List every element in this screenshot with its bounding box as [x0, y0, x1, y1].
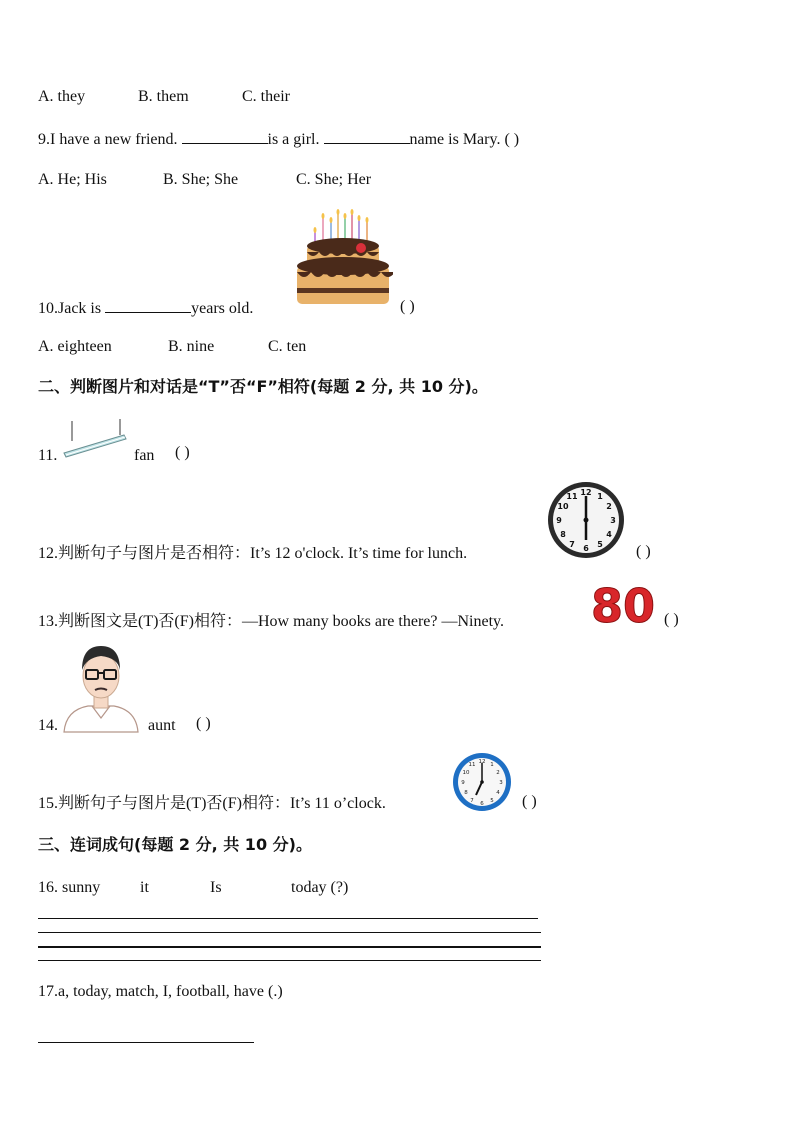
svg-text:6: 6 — [583, 544, 589, 553]
q16-answer-line-2[interactable] — [38, 932, 541, 933]
svg-text:8: 8 — [560, 530, 566, 539]
q11-answer-paren[interactable]: ( ) — [175, 444, 190, 461]
fluorescent-lamp-icon — [62, 417, 128, 459]
birthday-cake-icon — [293, 208, 393, 308]
q16-answer-line-3[interactable] — [38, 946, 541, 948]
svg-text:9: 9 — [461, 780, 465, 786]
q10-blank[interactable] — [105, 298, 191, 313]
svg-text:7: 7 — [569, 540, 575, 549]
wall-clock-blue-icon — [452, 752, 512, 812]
svg-text:2: 2 — [496, 770, 500, 776]
svg-text:3: 3 — [499, 780, 503, 786]
wall-clock-12-icon — [546, 480, 626, 560]
q13-question: 13.判断图文是(T)否(F)相符：—How many books are there? —Ninety. — [38, 613, 504, 630]
q10-suffix: years old. — [191, 300, 254, 317]
svg-text:11: 11 — [468, 762, 476, 768]
q10-prefix: 10.Jack is — [38, 300, 102, 317]
q11-word: fan — [134, 447, 155, 464]
q15-answer-paren[interactable]: ( ) — [522, 793, 537, 810]
q17-answer-line[interactable] — [38, 1042, 254, 1043]
section-2-heading: 二、判断图片和对话是“T”否“F”相符(每题 2 分, 共 10 分)。 — [38, 377, 488, 396]
man-with-glasses-icon — [60, 640, 142, 735]
svg-text:4: 4 — [496, 790, 500, 796]
q8-option-a: A. they — [38, 88, 86, 105]
svg-text:1: 1 — [490, 762, 494, 768]
q16-word-1: 16. sunny — [38, 879, 101, 896]
q13-answer-paren[interactable]: ( ) — [664, 611, 679, 628]
q9-option-b: B. She; She — [163, 171, 239, 188]
q12-answer-paren[interactable]: ( ) — [636, 543, 651, 560]
q9-suffix: name is Mary. — [409, 131, 501, 148]
q16-word-2: it — [140, 879, 149, 896]
q10-question — [38, 298, 253, 319]
q9-blank-1[interactable] — [182, 129, 268, 144]
section-3-heading: 三、连词成句(每题 2 分, 共 10 分)。 — [38, 835, 312, 854]
svg-text:10: 10 — [462, 770, 470, 776]
q8-option-c: C. their — [242, 88, 290, 105]
svg-text:1: 1 — [597, 492, 603, 501]
q14-number: 14. — [38, 717, 58, 734]
q14-word: aunt — [148, 717, 176, 734]
q10-option-c: C. ten — [268, 338, 307, 355]
q12-question: 12.判断句子与图片是否相符：It’s 12 o'clock. It’s time for lunch. — [38, 545, 468, 562]
q9-option-c: C. She; Her — [296, 171, 372, 188]
q16-word-4: today (?) — [291, 879, 349, 896]
q10-answer-paren[interactable]: ( ) — [400, 298, 415, 315]
q9-answer-paren[interactable]: ( ) — [504, 131, 520, 148]
q10-option-b: B. nine — [168, 338, 215, 355]
q9-prefix: 9.I have a new friend. — [38, 131, 178, 148]
svg-text:4: 4 — [606, 530, 612, 539]
q15-question: 15.判断句子与图片是(T)否(F)相符：It’s 11 o’clock. — [38, 795, 386, 812]
q16-answer-line-4[interactable] — [38, 960, 541, 961]
svg-text:9: 9 — [556, 516, 562, 525]
svg-text:12: 12 — [580, 488, 592, 497]
svg-text:8: 8 — [464, 790, 468, 796]
svg-text:5: 5 — [490, 798, 494, 804]
q8-option-b: B. them — [138, 88, 189, 105]
q9-blank-2[interactable] — [324, 129, 410, 144]
q17-question: 17.a, today, match, I, football, have (.) — [38, 983, 283, 1000]
svg-text:6: 6 — [480, 801, 484, 807]
svg-text:11: 11 — [566, 492, 578, 501]
svg-text:12: 12 — [478, 759, 486, 765]
svg-text:2: 2 — [606, 502, 612, 511]
q16-answer-line-1[interactable] — [38, 918, 538, 919]
q9-mid: is a girl. — [267, 131, 320, 148]
number-80-text: 80 — [590, 579, 656, 628]
svg-text:7: 7 — [470, 798, 474, 804]
q11-number: 11. — [38, 447, 58, 464]
svg-text:5: 5 — [597, 540, 603, 549]
q9-option-a: A. He; His — [38, 171, 107, 188]
q9-question — [38, 129, 519, 150]
svg-text:3: 3 — [610, 516, 616, 525]
q16-word-3: Is — [210, 879, 222, 896]
number-80-image — [588, 578, 658, 628]
q14-answer-paren[interactable]: ( ) — [196, 715, 211, 732]
svg-text:10: 10 — [557, 502, 569, 511]
q10-option-a: A. eighteen — [38, 338, 112, 355]
